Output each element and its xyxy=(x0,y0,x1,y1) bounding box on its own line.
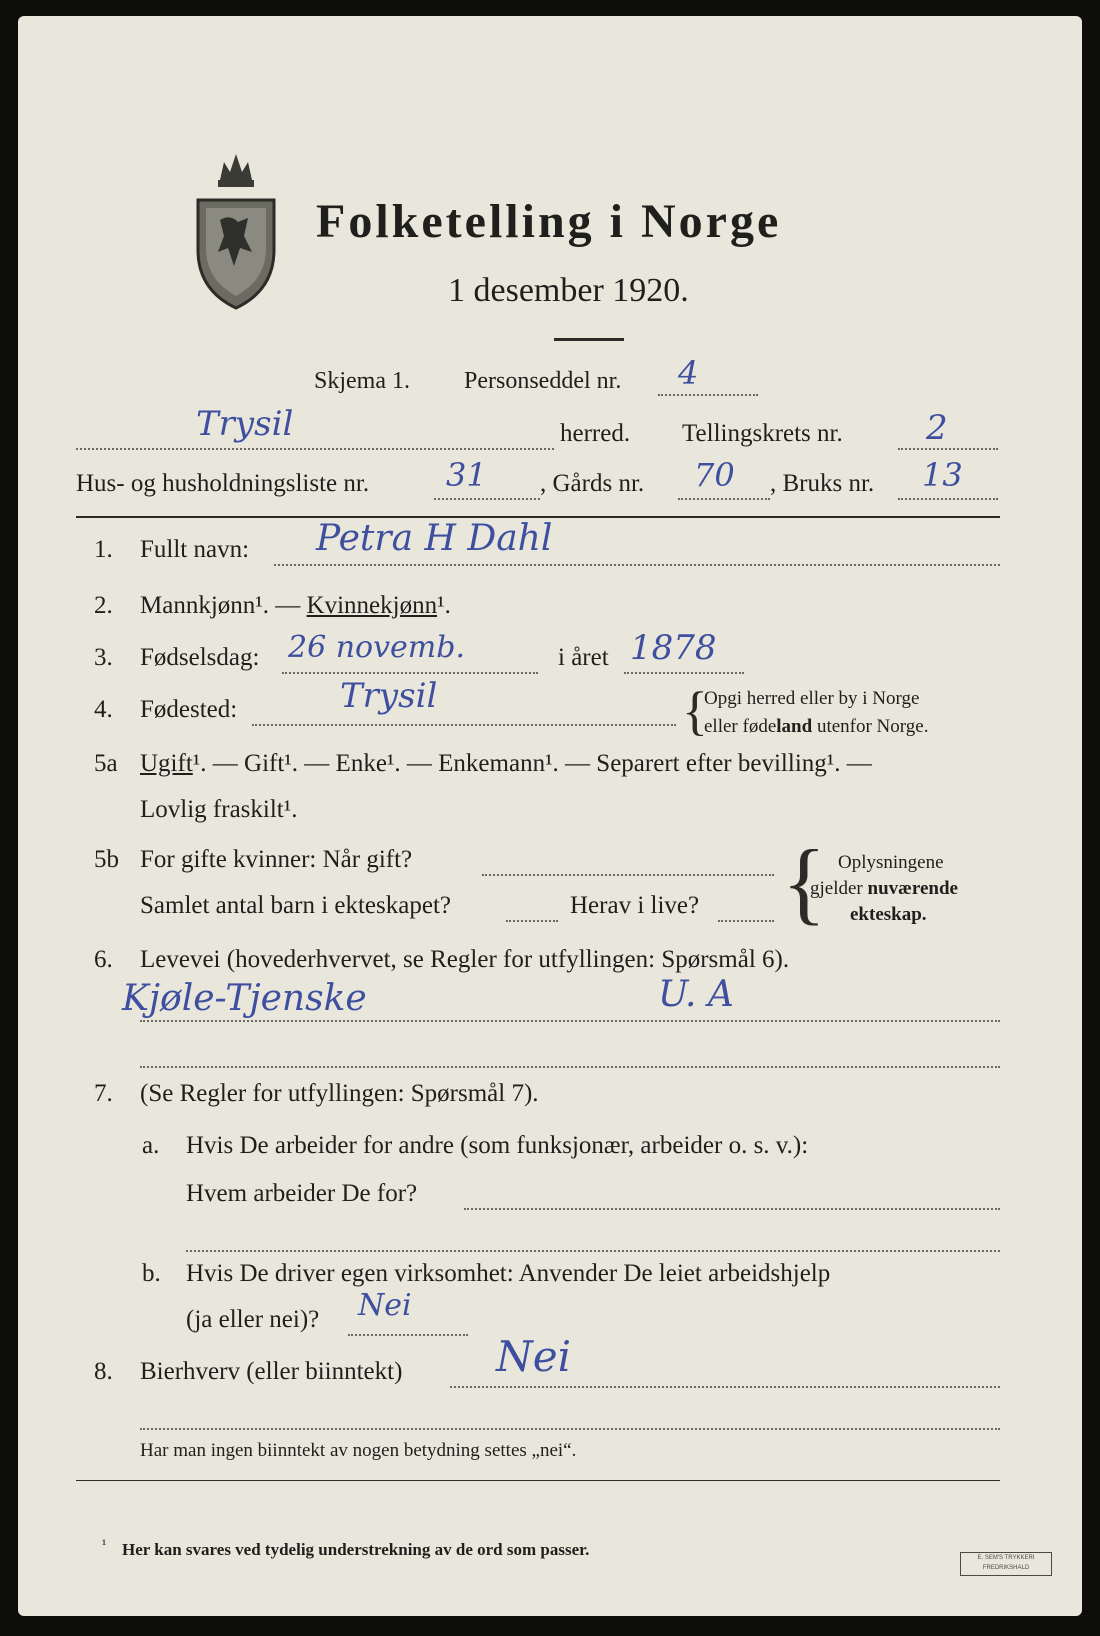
q7a-employer-label: Hvem arbeider De for? xyxy=(186,1180,418,1207)
q7b-hired-help-value: Nei xyxy=(358,1288,412,1323)
husliste-label: Hus- og husholdningsliste nr. xyxy=(76,470,370,497)
footnote-text: Her kan svares ved tydelig understrekning av de ord som passer. xyxy=(122,1540,590,1559)
q5b-note-line-2 xyxy=(810,878,958,900)
q8-label: Bierhverv (eller biinntekt) xyxy=(140,1358,403,1385)
q4-note-brace: { xyxy=(682,681,708,741)
q6-occupation-value-2: U. A xyxy=(658,974,734,1015)
tellingskrets-label: Tellingskrets nr. xyxy=(682,420,843,447)
q5b-note-part-bold: nuværende xyxy=(867,878,958,899)
q8-field-line xyxy=(450,1386,1000,1388)
q3-birthdate-value: 26 novemb. xyxy=(288,630,465,665)
q5b-alive-label: Herav i live? xyxy=(570,892,700,919)
q8-side-income-value: Nei xyxy=(496,1332,572,1381)
q2-mann-label: Mannkjønn¹. — xyxy=(140,592,307,619)
gards-label: , Gårds nr. xyxy=(540,470,645,497)
personseddel-field-line xyxy=(658,394,758,396)
q4-label: Fødested: xyxy=(140,696,238,723)
q5b-note-line-3: ekteskap. xyxy=(850,904,927,925)
q3-year-value: 1878 xyxy=(630,628,717,668)
q7-label: (Se Regler for utfyllingen: Spørsmål 7). xyxy=(140,1080,539,1107)
herred-label: herred. xyxy=(560,420,631,447)
q5a-options-rest: ¹. — Gift¹. — Enke¹. — Enkemann¹. — Separert efter bevilling¹. — xyxy=(192,750,872,777)
q6-label: Levevei (hovederhvervet, se Regler for utfyllingen: Spørsmål 6). xyxy=(140,946,790,973)
q5b-note-line-1: Oplysningene xyxy=(838,852,944,873)
q3-number: 3. xyxy=(94,644,113,671)
q5b-alive-field-line xyxy=(718,920,774,922)
footnote-mark: ¹ xyxy=(102,1538,107,1553)
footnote-divider xyxy=(76,1480,1000,1481)
footer-note: Har man ingen biinntekt av nogen betydning settes „nei“. xyxy=(140,1440,577,1461)
q7-number: 7. xyxy=(94,1080,113,1107)
q5b-note-part-a: gjelder xyxy=(810,878,868,899)
q4-note-line-2 xyxy=(704,716,928,738)
q7b-label: Hvis De driver egen virksomhet: Anvender De leiet arbeidshjelp xyxy=(186,1260,831,1287)
q4-number: 4. xyxy=(94,696,113,723)
q4-note-part-bold: land xyxy=(776,716,813,737)
q6-occupation-value: Kjøle-Tjenske xyxy=(122,978,367,1019)
tellingskrets-value: 2 xyxy=(926,408,948,448)
q4-note-part-c: utenfor Norge. xyxy=(812,716,929,737)
printer-stamp: E. SEM'S TRYKKERI FREDRIKSHALD xyxy=(960,1552,1052,1576)
q3-year-label: i året xyxy=(558,644,609,671)
q5a-options-line-1 xyxy=(140,750,872,778)
q2-kvinne-label: Kvinnekjønn xyxy=(306,592,438,619)
q3-field-line xyxy=(282,672,538,674)
q1-number: 1. xyxy=(94,536,113,563)
q2-number: 2. xyxy=(94,592,113,619)
q7a-number: a. xyxy=(142,1132,160,1159)
q3-year-field-line xyxy=(624,672,744,674)
q5a-ugift-label: Ugift xyxy=(140,750,193,777)
skjema-label: Skjema 1. xyxy=(314,368,410,394)
husliste-value: 31 xyxy=(446,456,487,494)
q4-note-line-1: Opgi herred eller by i Norge xyxy=(704,688,920,709)
q8-field-line-2 xyxy=(140,1428,1000,1430)
q1-full-name-value: Petra H Dahl xyxy=(316,518,553,559)
q7a-employer-field-line-2 xyxy=(186,1250,1000,1252)
q7a-label: Hvis De arbeider for andre (som funksjonær, arbeider o. s. v.): xyxy=(186,1132,809,1159)
gards-field-line xyxy=(678,498,770,500)
tellingskrets-field-line xyxy=(898,448,998,450)
q6-field-line-1 xyxy=(140,1020,1000,1022)
form-title: Folketelling i Norge xyxy=(316,195,782,248)
bruks-value: 13 xyxy=(922,456,963,494)
q5b-note-brace: { xyxy=(782,831,827,933)
herred-value: Trysil xyxy=(196,404,294,444)
q5b-number: 5b xyxy=(94,846,119,873)
husliste-field-line xyxy=(434,498,540,500)
title-divider xyxy=(554,338,624,341)
q5a-number: 5a xyxy=(94,750,118,777)
coat-of-arms-icon xyxy=(190,140,282,310)
bruks-field-line xyxy=(898,498,998,500)
q8-number: 8. xyxy=(94,1358,113,1385)
q7a-employer-field-line xyxy=(464,1208,1000,1210)
bruks-label: , Bruks nr. xyxy=(770,470,875,497)
q4-birthplace-value: Trysil xyxy=(340,676,438,716)
q6-number: 6. xyxy=(94,946,113,973)
personseddel-value: 4 xyxy=(678,354,699,392)
q7b-hired-help-field-line xyxy=(348,1334,468,1336)
q1-label: Fullt navn: xyxy=(140,536,250,563)
q6-field-line-2 xyxy=(140,1066,1000,1068)
personseddel-label: Personseddel nr. xyxy=(464,368,622,394)
q4-note-part-a: eller føde xyxy=(704,716,777,737)
q3-label: Fødselsdag: xyxy=(140,644,260,671)
q4-field-line xyxy=(252,724,676,726)
q7b-number: b. xyxy=(142,1260,161,1287)
census-form-page xyxy=(18,16,1082,1616)
q5b-married-when-label: For gifte kvinner: Når gift? xyxy=(140,846,413,873)
q5b-married-when-field-line xyxy=(482,874,774,876)
form-date: 1 desember 1920. xyxy=(448,272,689,309)
herred-field-line xyxy=(76,448,554,450)
q5b-children-field-line xyxy=(506,920,558,922)
q5b-children-label: Samlet antal barn i ekteskapet? xyxy=(140,892,451,919)
q2-sex-options xyxy=(140,592,451,620)
q1-field-line xyxy=(274,564,1000,566)
gards-value: 70 xyxy=(694,456,735,494)
q5a-options-line-2: Lovlig fraskilt¹. xyxy=(140,796,298,823)
q2-footnote-mark: ¹. xyxy=(437,592,451,619)
q7b-hired-help-label: (ja eller nei)? xyxy=(186,1306,320,1333)
